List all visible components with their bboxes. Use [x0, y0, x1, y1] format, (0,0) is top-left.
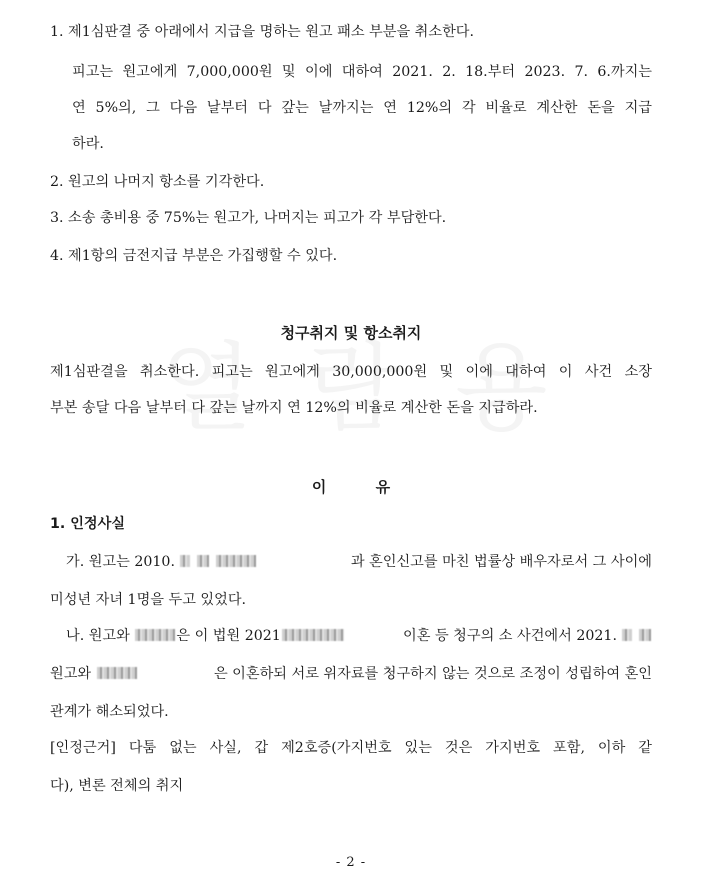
order-item-1: 1. 제1심판결 중 아래에서 지급을 명하는 원고 패소 부분을 취소한다. [50, 24, 474, 40]
para-na-line-1-end: 이혼 등 청구의 소 사건에서 2021. [403, 628, 617, 644]
para-ga-line-2: 미성년 자녀 1명을 두고 있었다. [50, 592, 247, 608]
order-item-1-detail-line2: 연 5%의, 그 다음 날부터 다 갚는 날까지는 연 12%의 각 비율로 계산한 돈을 지급 [72, 100, 652, 116]
reasons-heading: 이 유 [311, 478, 391, 496]
claims-heading: 청구취지 및 항소취지 [280, 324, 422, 342]
redacted-name [97, 667, 137, 679]
para-na-line-1-start: 나. 원고와 [66, 628, 130, 644]
para-na-line-1-mid: 은 이 법원 2021 [176, 628, 281, 644]
claims-line-1: 제1심판결을 취소한다. 피고는 원고에게 30,000,000원 및 이에 대하여 이 사건 소장 [50, 364, 652, 380]
para-na-line-2 [50, 664, 652, 684]
para-na-line-2-start: 원고와 [50, 666, 92, 682]
basis-line-1: [인정근거] 다툼 없는 사실, 갑 제2호증(가지번호 있는 것은 가지번호 포함, 이하 같 [50, 740, 652, 756]
basis-line-2: 다), 변론 전체의 취지 [50, 778, 184, 794]
page-number: - 2 - [335, 855, 367, 870]
redacted-date-day [639, 629, 651, 641]
redacted-date-month [180, 555, 190, 567]
redacted-case-number [282, 629, 344, 641]
para-na-line-1 [66, 626, 652, 646]
para-ga-line-1-end: 과 혼인신고를 마친 법률상 배우자로서 그 사이에 [350, 554, 652, 570]
order-item-1-detail-line3: 하라. [72, 136, 104, 152]
para-ga-line-1-start: 가. 원고는 2010. [66, 554, 175, 570]
redacted-name [216, 555, 256, 567]
claims-line-2: 부본 송달 다음 날부터 다 갚는 날까지 연 12%의 비율로 계산한 돈을 지급하라. [50, 400, 538, 416]
para-na-line-3: 관계가 해소되었다. [50, 704, 169, 720]
para-ga-line-1 [66, 552, 652, 572]
para-na-line-2-end: 은 이혼하되 서로 위자료를 청구하지 않는 것으로 조정이 성립하여 혼인 [213, 666, 652, 682]
order-item-2: 2. 원고의 나머지 항소를 기각한다. [50, 174, 265, 190]
order-item-4: 4. 제1항의 금전지급 부분은 가집행할 수 있다. [50, 248, 338, 264]
order-item-3: 3. 소송 총비용 중 75%는 원고가, 나머지는 피고가 각 부담한다. [50, 210, 447, 226]
section-1-title: 1. 인정사실 [50, 516, 126, 532]
redacted-date-month [622, 629, 632, 641]
redacted-name [135, 629, 175, 641]
order-item-1-detail-line1: 피고는 원고에게 7,000,000원 및 이에 대하여 2021. 2. 18.부터 2023. 7. 6.까지는 [72, 64, 652, 80]
redacted-date-day [197, 555, 209, 567]
